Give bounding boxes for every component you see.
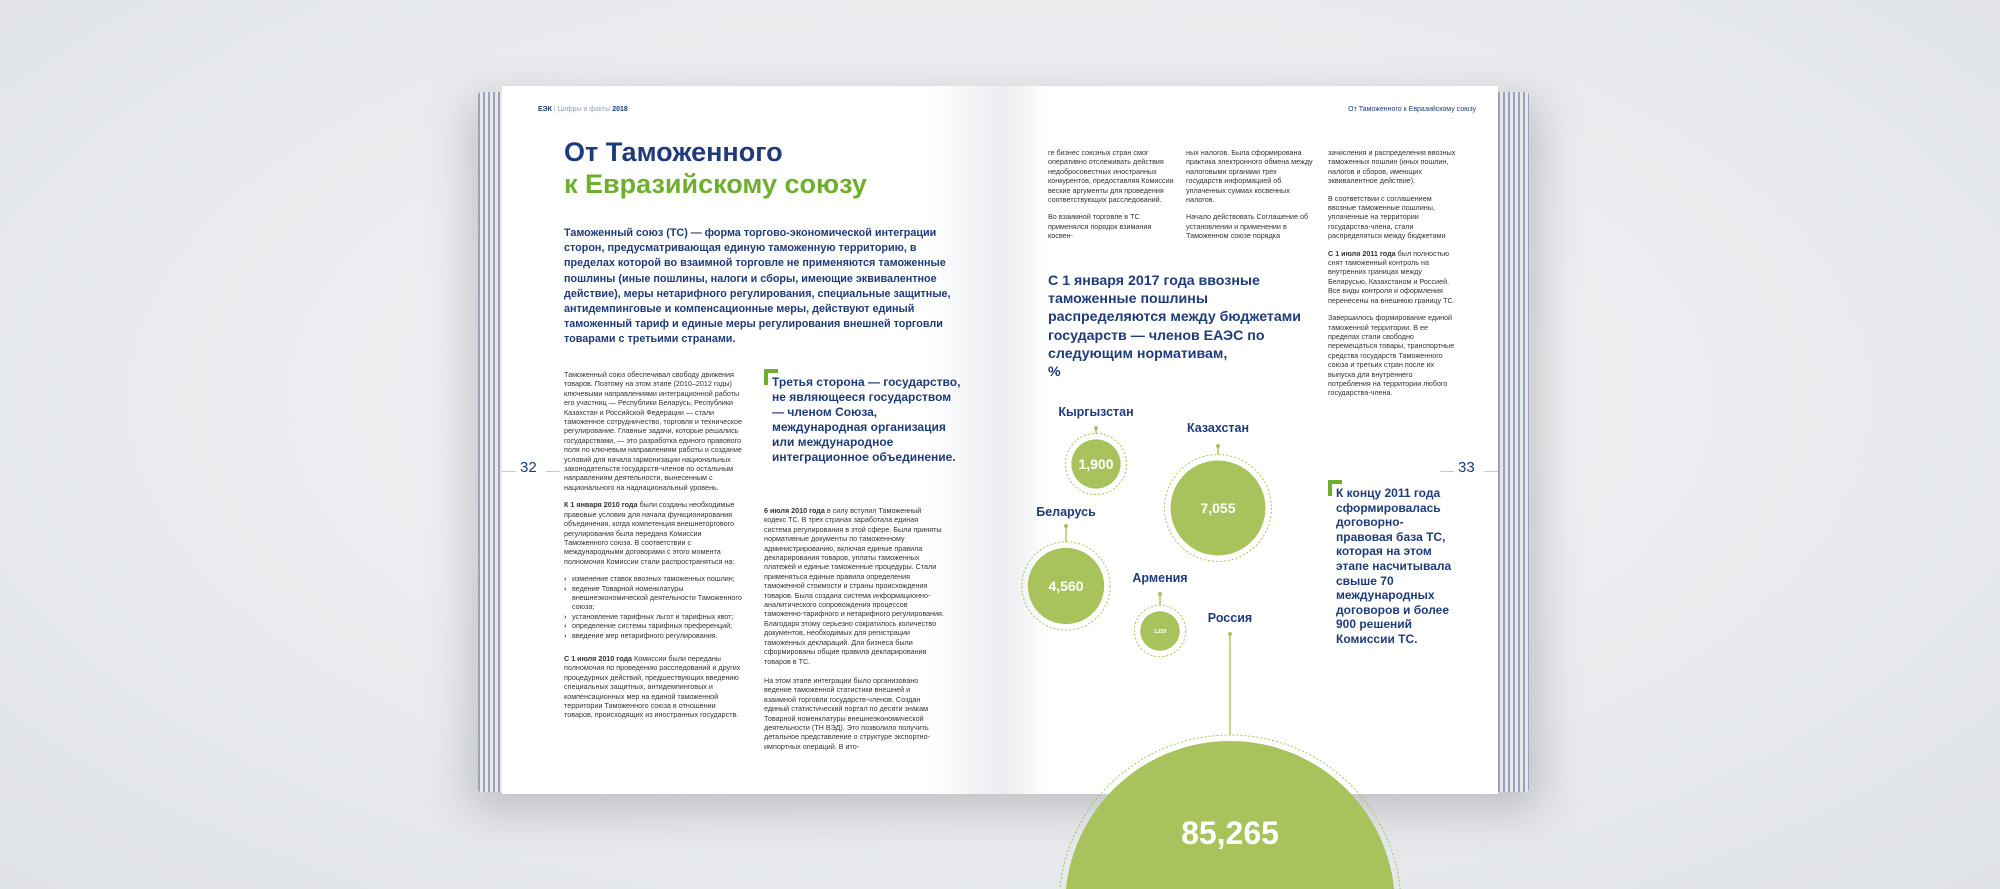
page-stack-right [1495,92,1529,792]
list-item: › введение мер нетарифного регулирования. [564,631,744,640]
bubble-3-connector-dot [1064,524,1068,528]
bubble-2-country: Казахстан [1186,421,1250,435]
paragraph-text: были созданы необходимые правовые условия для начала функционирования объединения, когда компетенция внешнеторгового регулирования была передана Комиссии Таможенного союза. В соответствии с международными договорами с этого момента полномочия Комиссии стали распространяться на: [564,500,735,566]
bubble-chart [1000,86,1498,851]
list-item: › определение системы тарифных преференций; [564,621,744,630]
page-title [564,136,867,200]
bubble-2-connector-dot [1216,444,1220,448]
date-highlight: 6 июля 2010 года [764,506,825,515]
right-page [1000,86,1498,851]
running-header-right: От Таможенного к Евразийскому союзу [1348,106,1476,113]
paragraph [564,500,744,566]
paragraph: В соответствии с соглашением ввозные таможенные пошлины, уплаченные на территории государства-члена, стали распределяться между бюджетами [1328,193,1446,241]
bubble-3-country: Беларусь [1036,505,1096,519]
date-highlight: С 1 июля 2010 года [564,653,633,663]
title-line-1: От Таможенного [564,137,783,167]
left-page [502,86,1000,794]
list-item: › установление тарифных льгот и тарифных квот; [564,612,744,621]
paragraph: Завершилось формирование единой таможенной территории. В ее пределах стали свободно перемещаться товары, транспортные средства государств Таможенного союза и третьих стран после их выпуска для внутреннего потребления на территории любого государства-члена. [1328,313,1455,398]
section-label: Цифры и факты [557,106,611,113]
paragraph: ге бизнес союзных стран смог оперативно отслеживать действия недобросовестных иностранных конкурентов, предоставляя Комиссии веские аргументы для проведения соответствующих расследований. [1048,148,1174,205]
bubble-4-country: Армения [1132,571,1188,585]
bubble-5-value: 85,265 [1181,815,1279,851]
chart-heading-text: С 1 января 2017 года ввозные таможенные пошлины распределяются между бюджетами государств — членов ЕАЭС по следующим нормативам, [1048,273,1301,362]
pull-quote: Третья сторона — государство, не являющееся государством — членом Союза, международная организация или международное интеграционное объединение. [772,375,961,464]
page-number-rule [502,471,516,472]
page-number-rule [1440,471,1454,472]
paragraph-text: был полностью снят таможенный контроль на внутренних границах между Беларусью, Казахстаном и Россией. Все виды контроля и оформления перенесены на внешнюю границу ТС. [1328,248,1455,305]
running-header-left: ЕЭК | Цифры и факты 2018 [538,106,628,113]
paragraph: Начало действовать Соглашение об установлении и применении в Таможенном союзе порядка [1186,212,1309,241]
paragraph [564,654,744,720]
bubble-4-value: 1,220 [1153,628,1167,635]
list-item: › изменение ставок ввозных таможенных пошлин; [564,574,744,583]
paragraph-text: Комиссии были переданы полномочия по проведению расследований и других процедурных действий, предшествующих введению специальных защитных, антидемпинговых и компенсационных мер на единой таможенной территории Таможенного союза в отношении товаров, происходящих из иностранных государств. [564,653,741,720]
paragraph: Во взаимной торговле в ТС применялся порядок взимания косвен- [1048,212,1152,241]
bubble-3-value: 4,560 [1048,577,1084,594]
pull-quote: К концу 2011 года сформировалась договорно-правовая база ТС, которая на этом этапе насчитывала свыше 70 международных договоров и более 900 решений Комиссии ТС. [1336,486,1452,646]
lead-paragraph: Таможенный союз (ТС) — форма торгово-экономической интеграции сторон, предусматривающая единую таможенную территорию, в пределах которой во взаимной торговле не применяются таможенные пошлины (иные пошлины, налоги и сборы, имеющие эквивалентное действие), меры нетарифного регулирования, специальные защитные, антидемпинговые и компенсационные меры, действуют единый таможенный тариф и единые меры регулирования внешней торговли товарами с третьими странами. [564,227,951,346]
paragraph: Таможенный союз обеспечивал свободу движения товаров. Поэтому на этом этапе (2010–2012 годы) ключевыми направлениями интеграционной работы его участниц — Республики Беларусь, Республики Казахстан и Российской Федерации — стали таможенное сотрудничество, торговля и техническое регулирование. Главные задачи, которые решались государствами, — это разработка единого правового поля по ключевым направлениям работы и создание условий для начала гармонизации национальных законодательств государств-членов по остальным направлениям деятельности, вынесенным с национального на наднациональный уровень. [564,370,743,492]
date-highlight: К 1 января 2010 года [564,500,638,510]
paragraph [764,506,944,666]
year-label: 2018 [612,106,628,113]
left-column-1 [564,370,744,720]
brand-label: ЕЭК [538,106,552,113]
bubble-2-value: 7,055 [1200,499,1236,516]
bubble-1-connector-dot [1094,426,1098,430]
bubble-4-connector-dot [1158,592,1162,596]
bubble-5-country: Россия [1207,611,1253,625]
bubble-5-connector-dot [1228,632,1232,636]
list-item: › ведение Товарной номенклатуры внешнеэкономической деятельности Таможенного союза; [564,584,744,612]
paragraph-text: в силу вступил Таможенный кодекс ТС. В трех странах заработала единая система регулирования в этой сфере. Были приняты нормативные документы по таможенному администрированию, включая единые правила декларирования товаров, уплаты таможенных платежей и единые таможенные процедуры. Стали применяться единые правила определения таможенной стоимости и страны происхождения товаров. Была создана система информационно-аналитического сопровождения процессов таможенно-тарифного и нетарифного регулирования. Благодаря этому серьезно сократилось количество документов, необходимых для регистрации таможенных деклараций. Для бизнеса были сформированы общие правила декларирования товаров в ТС. [764,506,944,666]
page-number-rule [546,471,560,472]
paragraph: зачисления и распределения ввозных таможенных пошлин (иных пошлин, налогов и сборов, имеющих эквивалентное действие). [1328,148,1456,186]
powers-list [564,574,744,640]
chart-unit: % [1048,364,1061,381]
page-number: 33 [1458,459,1475,476]
left-column-2 [764,506,944,751]
title-line-2: к Евразийскому союзу [564,169,867,199]
page-number-rule [1484,471,1498,472]
page-number: 32 [520,459,537,476]
paragraph: ных налогов. Была сформирована практика электронного обмена между налоговыми органами трех государств информацией об уплаченных суммах косвенных налогов. [1186,148,1313,205]
date-highlight: С 1 июля 2011 года [1328,248,1396,258]
paragraph: На этом этапе интеграции было организовано ведение таможенной статистики внешней и взаимной торговли государств-членов. Создан единый статистический портал по десяти знакам Товарной номенклатуры внешнеэкономической деятельности (ТН ВЭД). Это позволило получить детальное представление о структуре экспортно-импортных операций. В ито- [764,675,930,751]
bubble-1-value: 1,900 [1078,455,1114,472]
bubble-1-country: Кыргызстан [1058,405,1134,419]
